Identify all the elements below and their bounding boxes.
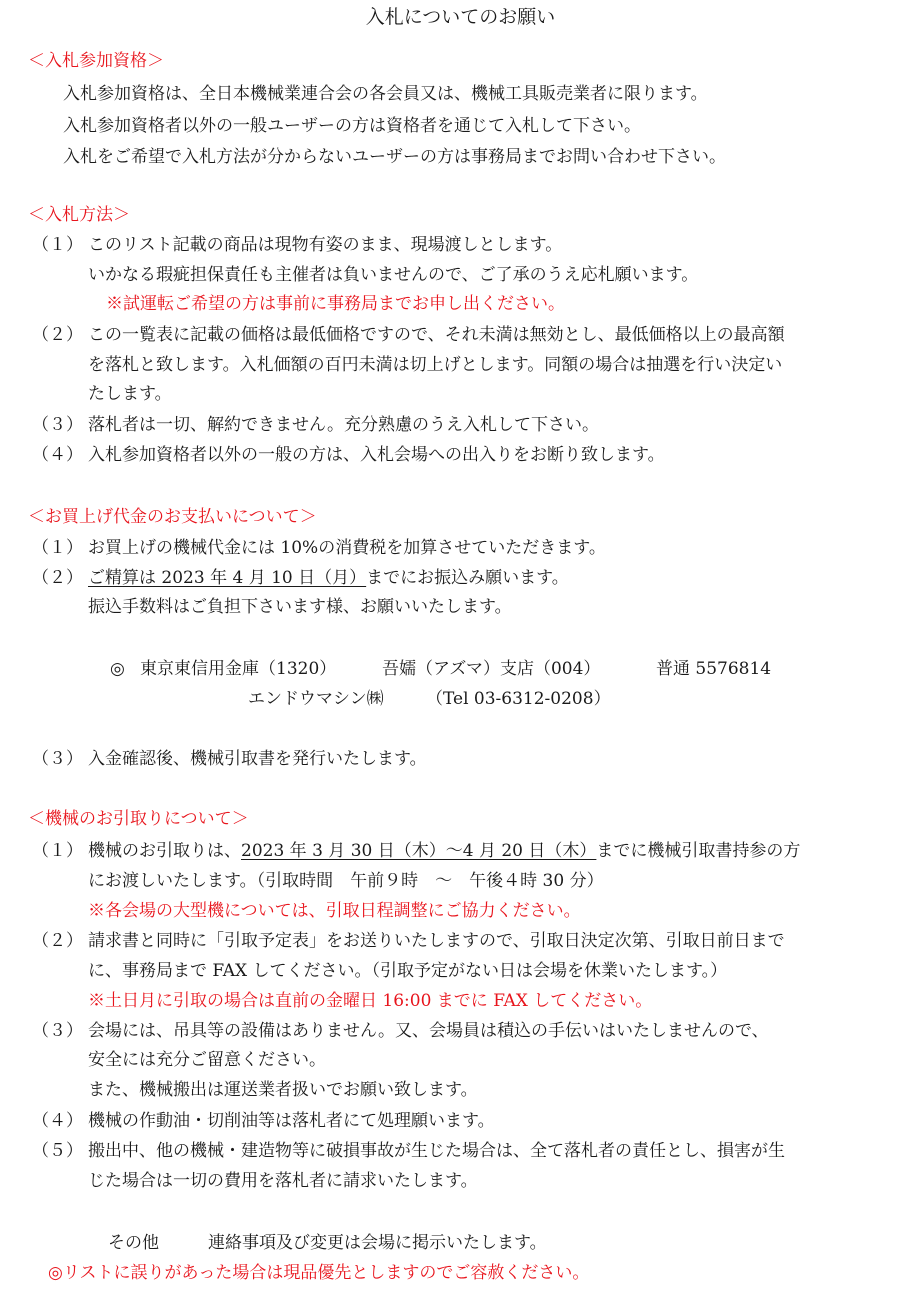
method-item-line: を落札と致します。入札価額の百円未満は切上げとします。同額の場合は抽選を行い決定い [88,355,783,375]
item-number: （４） [32,1111,83,1131]
other-text: 連絡事項及び変更は会場に掲示いたします。 [208,1233,547,1253]
bank-account: 普通 5576814 [656,659,772,679]
test-run-note: ※試運転ご希望の方は事前に事務局までお申し出ください。 [106,294,565,314]
item-number: （２） [32,325,83,345]
section-heading-pickup: ＜機械のお引取りについて＞ [28,809,249,829]
pickup-item-line: に、事務局まで FAX してください。（引取予定がない日は会場を休業いたします。） [88,961,728,981]
payment-deadline-rest: までにお振込み願います。 [366,568,569,588]
section-heading-payment: ＜お買上げ代金のお支払いについて＞ [28,507,317,527]
method-item-line: この一覧表に記載の価格は最低価格ですので、それ未満は無効とし、最低価格以上の最高額 [88,325,785,345]
pickup-period-prefix: 機械のお引取りは、 [88,841,241,861]
pickup-item-line: 安全には充分ご留意ください。 [88,1050,326,1070]
bank-branch: 吾嬬（アズマ）支店（004） [382,659,601,679]
payment-tax-text: お買上げの機械代金には 10%の消費税を加算させていただきます。 [88,538,606,558]
large-machine-note: ※各会場の大型機については、引取日程調整にご協力ください。 [88,901,581,921]
method-item-line: 入札参加資格者以外の一般の方は、入札会場への出入りをお断り致します。 [88,445,665,465]
bank-name: 東京東信用金庫（1320） [140,659,337,679]
pickup-period-suffix: までに機械引取書持参の方 [596,841,801,861]
pickup-hours-text: にお渡しいたします。（引取時間 午前９時 ～ 午後４時 30 分） [88,871,604,891]
qualification-line: 入札をご希望で入札方法が分からないユーザーの方は事務局までお問い合わせ下さい。 [63,147,726,167]
transfer-fee-text: 振込手数料はご負担下さいます様、お願いいたします。 [88,597,512,617]
item-number: （３） [32,749,83,769]
bank-bullet: ◎ [110,659,125,679]
item-number: （２） [32,931,83,951]
item-number: （１） [32,235,83,255]
payment-deadline-date: ご精算は 2023 年 4 月 10 日（月） [88,568,367,588]
item-number: （３） [32,1021,83,1041]
item-number: （３） [32,415,83,435]
pickup-item-line: また、機械搬出は運送業者扱いでお願い致します。 [88,1080,478,1100]
list-error-notice: ◎リストに誤りがあった場合は現品優先としますのでご容赦ください。 [48,1263,590,1283]
weekend-pickup-note: ※土日月に引取の場合は直前の金曜日 16:00 までに FAX してください。 [88,991,653,1011]
pickup-item-line: じた場合は一切の費用を落札者に請求いたします。 [88,1171,478,1191]
pickup-item-line: 搬出中、他の機械・建造物等に破損事故が生じた場合は、全て落札者の責任とし、損害が生 [88,1141,785,1161]
method-item-line: このリスト記載の商品は現物有姿のまま、現場渡しとします。 [88,235,563,255]
page-title: 入札についてのお願い [365,6,556,28]
pickup-item-line: 機械の作動油・切削油等は落札者にて処理願います。 [88,1111,495,1131]
item-number: （１） [32,538,83,558]
contact-tel: （Tel 03-6312-0208） [426,689,611,709]
pickup-item-line: 会場には、吊具等の設備はありません。又、会場員は積込の手伝いはいたしませんので、 [88,1021,769,1041]
payment-deadline-line [88,565,569,591]
pickup-item-line: 請求書と同時に「引取予定表」をお送りいたしますので、引取日決定次第、引取日前日まで [88,931,785,951]
item-number: （２） [32,568,83,588]
qualification-line: 入札参加資格者以外の一般ユーザーの方は資格者を通じて入札して下さい。 [63,116,641,136]
method-item-line: たします。 [88,384,172,404]
account-holder: エンドウマシン㈱ [248,689,384,709]
item-number: （５） [32,1141,83,1161]
pickup-period-line [88,838,800,864]
other-label: その他 [108,1233,159,1253]
section-heading-method: ＜入札方法＞ [28,205,130,225]
method-item-line: いかなる瑕疵担保責任も主催者は負いませんので、ご了承のうえ応札願います。 [88,265,699,285]
pickup-period-dates: 2023 年 3 月 30 日（木）～4 月 20 日（木） [241,841,597,861]
item-number: （１） [32,841,83,861]
method-item-line: 落札者は一切、解約できません。充分熟慮のうえ入札して下さい。 [88,415,600,435]
section-heading-qualification: ＜入札参加資格＞ [28,51,164,71]
payment-confirm-text: 入金確認後、機械引取書を発行いたします。 [88,749,427,769]
item-number: （４） [32,445,83,465]
qualification-line: 入札参加資格は、全日本機械業連合会の各会員又は、機械工具販売業者に限ります。 [63,84,708,104]
